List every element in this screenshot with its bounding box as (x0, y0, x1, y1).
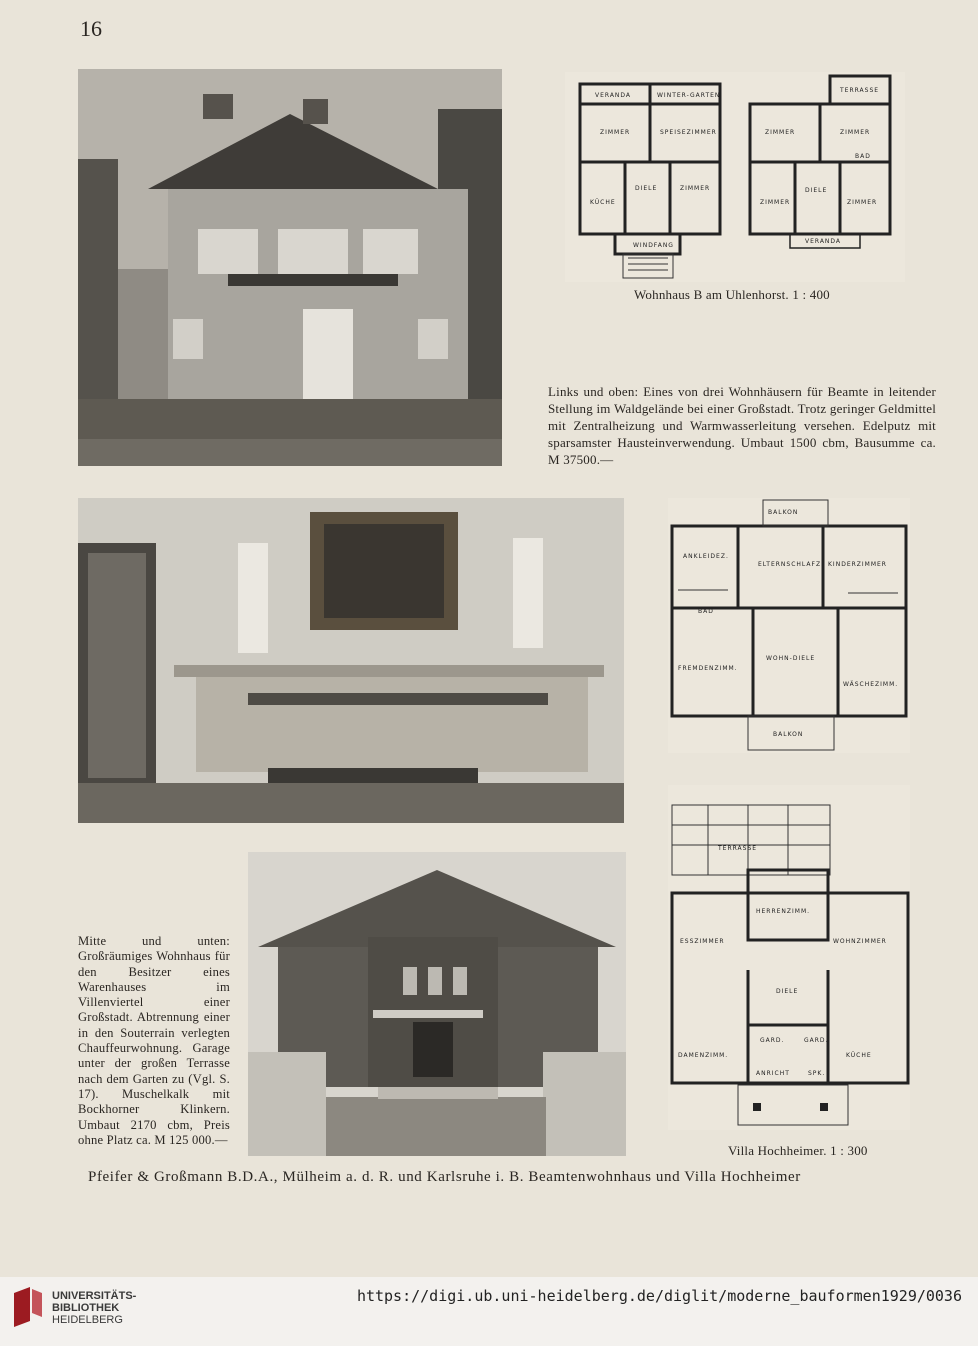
plan-label: BALKON (768, 509, 799, 516)
plan-label: KINDERZIMMER (828, 561, 887, 568)
plan-label: WÄSCHEZIMM. (843, 681, 899, 688)
plan-label: ZIMMER (600, 129, 631, 136)
plan-label: GARD. (760, 1037, 785, 1044)
plan-label: KÜCHE (846, 1052, 872, 1059)
plan-label: BALKON (773, 731, 804, 738)
credit-line: Pfeifer & Großmann B.D.A., Mülheim a. d. R. und Karlsruhe i. B. Beamtenwohnhaus und Villa Hochheimer (88, 1169, 801, 1185)
source-url[interactable]: https://digi.ub.uni-heidelberg.de/diglit/moderne_bauformen1929/0036 (356, 1287, 962, 1305)
logo-line: HEIDELBERG (52, 1314, 123, 1326)
interior-photo (78, 498, 624, 823)
plan-label: ZIMMER (680, 185, 711, 192)
villa-upper-plan (668, 498, 910, 753)
library-logo[interactable] (10, 1287, 140, 1331)
library-emblem-icon (10, 1287, 44, 1327)
logo-line: UNIVERSITÄTS- (52, 1290, 137, 1302)
plan-label: GARD. (804, 1037, 829, 1044)
plan-label: WINTER-GARTEN (657, 92, 721, 99)
plan-label: ZIMMER (760, 199, 791, 206)
plan-label: DAMENZIMM. (678, 1052, 729, 1059)
plan-label: WOHNZIMMER (833, 938, 887, 945)
plan-label: SPK. (808, 1070, 826, 1077)
plan-label: DIELE (635, 185, 658, 192)
plan-label: ZIMMER (847, 199, 878, 206)
plan-label: TERRASSE (840, 87, 880, 94)
plan-label: VERANDA (595, 92, 632, 99)
house-b-floor-plans (565, 72, 905, 282)
villa-photo (248, 852, 626, 1156)
plan-label: ZIMMER (765, 129, 796, 136)
plan-label: SPEISEZIMMER (660, 129, 717, 136)
plan-label: TERRASSE (718, 845, 758, 852)
villa-plan-caption: Villa Hochheimer. 1 : 300 (728, 1143, 868, 1158)
plan-label: DIELE (776, 988, 799, 995)
plan-label: ZIMMER (840, 129, 871, 136)
plan-label: HERRENZIMM. (756, 908, 811, 915)
plan-label: VERANDA (805, 238, 842, 245)
page-number: 16 (80, 16, 102, 41)
plan-label: WOHN-DIELE (766, 655, 816, 662)
house-b-plan-caption: Wohnhaus B am Uhlenhorst. 1 : 400 (634, 287, 830, 302)
plan-label: ELTERNSCHLAFZ. (758, 561, 824, 568)
plan-label: ANKLEIDEZ. (683, 553, 729, 560)
house-b-photo (78, 69, 502, 466)
villa-ground-plan (668, 785, 910, 1130)
villa-description: Mitte und unten: Großräumiges Wohnhaus für den Besitzer eines Warenhauses im Villenviertel einer Großstadt. Abtrennung einer in den Souterrain verlegten Chauffeurwohnung. Garage unter der großen Terrasse nach dem Garten zu (Vgl. S. 17). Muschelkalk mit Bockhorner Klinkern. Umbaut 2170 cbm, Preis ohne Platz ca. M 125 000.— (78, 934, 230, 1147)
plan-label: ANRICHT (756, 1070, 790, 1077)
logo-line: BIBLIOTHEK (52, 1302, 120, 1314)
plan-label: KÜCHE (590, 199, 616, 206)
plan-label: ESSZIMMER (680, 938, 725, 945)
plan-label: BAD (698, 608, 714, 615)
plan-label: BAD (855, 153, 871, 160)
plan-label: DIELE (805, 187, 828, 194)
house-b-description: Links und oben: Eines von drei Wohnhäusern für Beamte in leitender Stellung im Waldgelände bei einer Großstadt. Trotz geringer Geldmittel mit Zentralheizung und Warmwasserleitung versehen. Edelputz mit sparsamster Hausteinverwendung. Umbaut 1500 cbm, Bausumme ca. M 37500.— (548, 384, 936, 467)
plan-label: FREMDENZIMM. (678, 665, 738, 672)
plan-label: WINDFANG (633, 242, 674, 249)
